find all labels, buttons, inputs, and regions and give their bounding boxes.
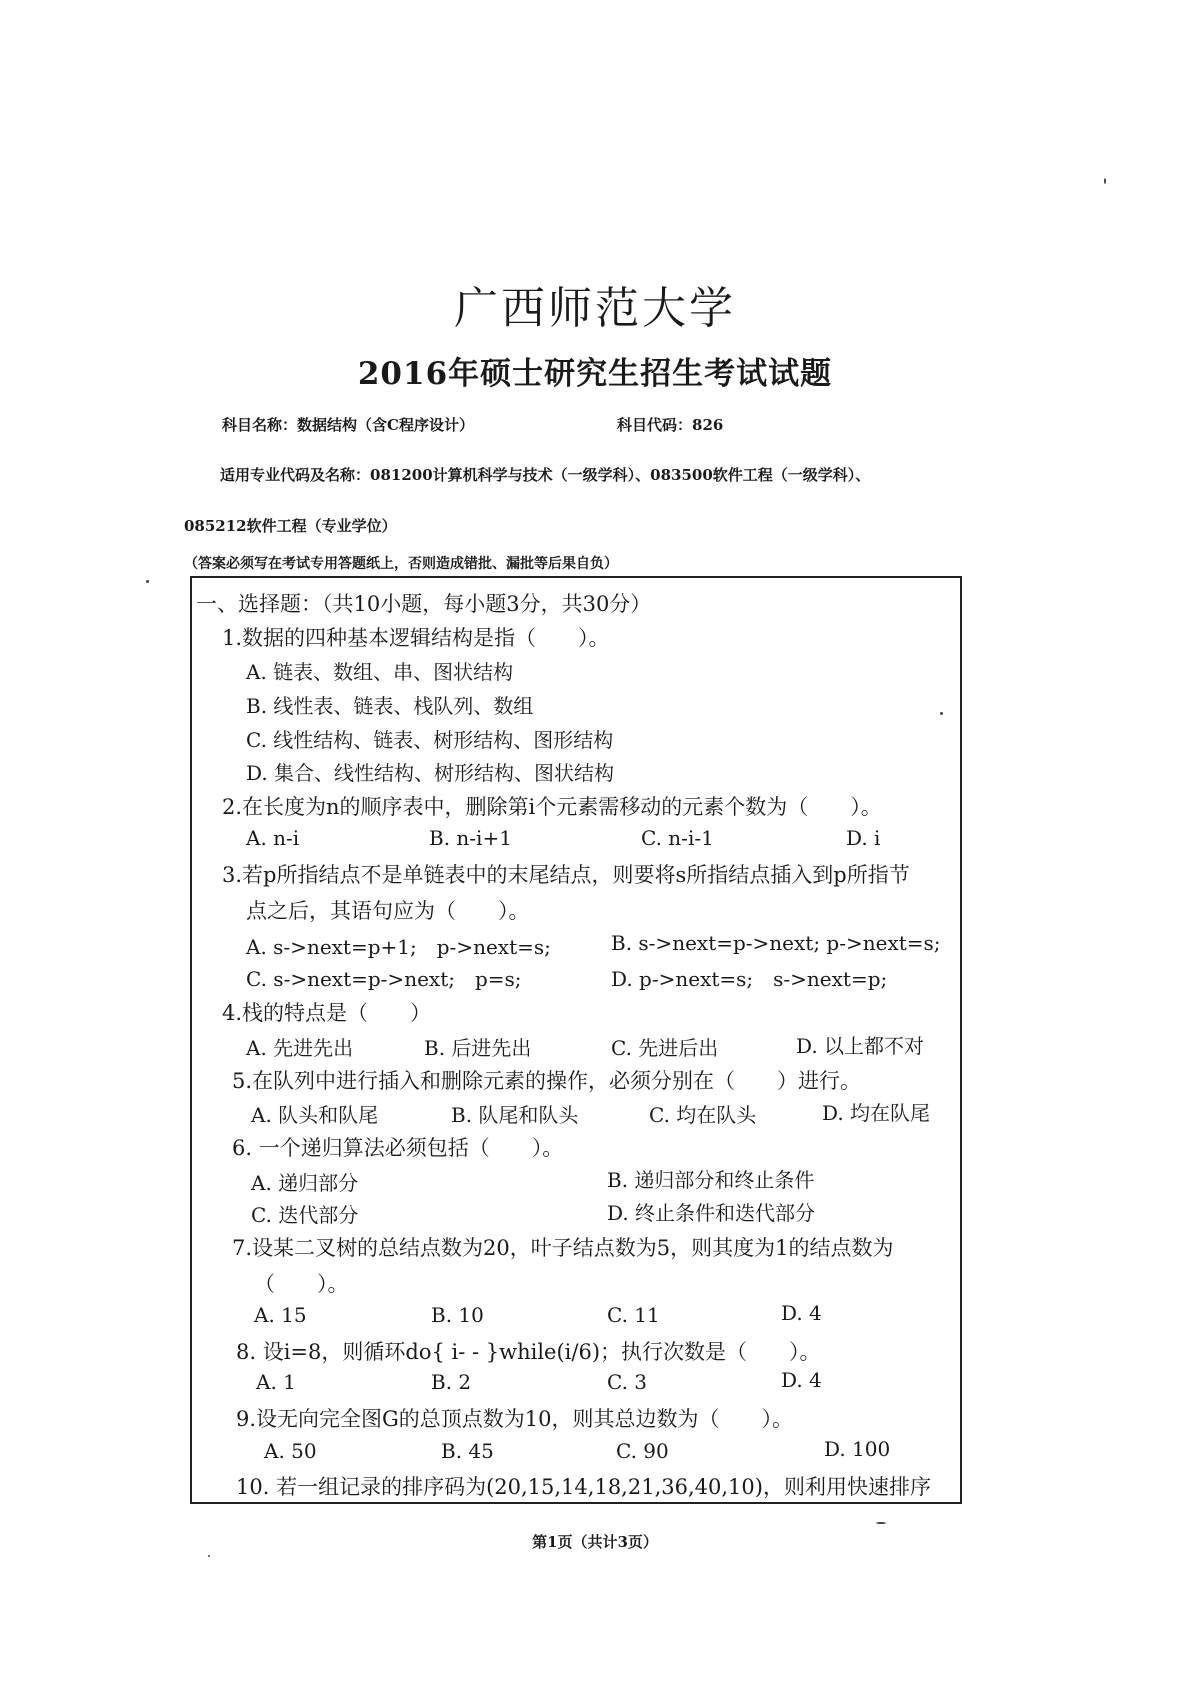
subject-name-line	[222, 414, 474, 435]
question-3-cont: 点之后，其语句应为（ ）。	[246, 899, 530, 923]
q2-option-b: B. n-i+1	[429, 826, 512, 850]
q6-option-c: C. 迭代部分	[251, 1203, 359, 1227]
q8-option-d: D. 4	[781, 1368, 822, 1392]
q5-option-c: C. 均在队头	[649, 1103, 757, 1127]
q3-option-a: A. s->next=p+1; p->next=s;	[246, 935, 551, 959]
q5-option-d: D. 均在队尾	[822, 1101, 931, 1125]
q6-option-d: D. 终止条件和迭代部分	[607, 1201, 816, 1225]
page-number: 第1页（共计3页）	[532, 1533, 658, 1551]
q7-option-c: C. 11	[607, 1303, 660, 1327]
question-10: 10. 若一组记录的排序码为(20,15,14,18,21,36,40,10)，则利用快速排序	[236, 1475, 931, 1499]
q1-option-b: B. 线性表、链表、栈队列、数组	[246, 694, 534, 718]
scan-speck	[146, 580, 149, 583]
q2-option-a: A. n-i	[246, 826, 300, 850]
majors-line-2: 085212软件工程（专业学位）	[184, 517, 397, 535]
subject-code-line	[617, 414, 723, 435]
q9-option-c: C. 90	[616, 1439, 669, 1463]
q1-option-a: A. 链表、数组、串、图状结构	[246, 660, 514, 684]
scan-speck	[940, 712, 943, 715]
q4-option-d: D. 以上都不对	[796, 1034, 925, 1058]
exam-title: 2016年硕士研究生招生考试试题	[357, 356, 833, 392]
scan-speck	[876, 1522, 886, 1524]
q7-option-d: D. 4	[781, 1301, 822, 1325]
q2-option-c: C. n-i-1	[641, 826, 714, 850]
question-9: 9.设无向完全图G的总顶点数为10，则其总边数为（ ）。	[236, 1407, 794, 1431]
q2-option-d: D. i	[846, 826, 881, 850]
scan-speck	[1104, 178, 1106, 184]
q5-option-a: A. 队头和队尾	[251, 1103, 379, 1127]
q4-option-a: A. 先进先出	[246, 1036, 354, 1060]
q5-option-b: B. 队尾和队头	[451, 1103, 579, 1127]
scan-speck	[208, 1555, 210, 1557]
question-2: 2.在长度为n的顺序表中，删除第i个元素需移动的元素个数为（ ）。	[222, 795, 882, 819]
majors-list-1: 081200计算机科学与技术（一级学科）、083500软件工程（一级学科）、	[370, 466, 871, 484]
q3-option-b: B. s->next=p->next; p->next=s;	[611, 931, 941, 955]
question-6: 6. 一个递归算法必须包括（ ）。	[232, 1136, 564, 1160]
question-7-cont: （ ）。	[254, 1272, 349, 1296]
q1-option-c: C. 线性结构、链表、树形结构、图形结构	[246, 728, 614, 752]
subject-name: 数据结构（含C程序设计）	[297, 416, 474, 434]
question-7: 7.设某二叉树的总结点数为20，叶子结点数为5，则其度为1的结点数为	[232, 1236, 894, 1260]
q8-option-c: C. 3	[607, 1370, 648, 1394]
question-5: 5.在队列中进行插入和删除元素的操作，必须分别在（ ）进行。	[232, 1069, 862, 1093]
question-8: 8. 设i=8，则循环do{ i- - }while(i/6)；执行次数是（ ）。	[236, 1340, 821, 1364]
q6-option-a: A. 递归部分	[251, 1171, 359, 1195]
q3-option-c: C. s->next=p->next; p=s;	[246, 967, 522, 991]
majors-line-1	[220, 464, 870, 485]
q9-option-a: A. 50	[264, 1439, 317, 1463]
section-title: 一、选择题：（共10小题，每小题3分，共30分）	[196, 592, 652, 616]
q8-option-a: A. 1	[256, 1370, 296, 1394]
q7-option-a: A. 15	[254, 1303, 307, 1327]
subject-code: 826	[692, 416, 724, 434]
q4-option-c: C. 先进后出	[611, 1036, 719, 1060]
q9-option-d: D. 100	[824, 1437, 891, 1461]
question-3: 3.若p所指结点不是单链表中的末尾结点，则要将s所指结点插入到p所指节	[222, 863, 910, 887]
majors-label: 适用专业代码及名称：	[220, 466, 371, 484]
q9-option-b: B. 45	[441, 1439, 494, 1463]
subject-code-label: 科目代码：	[617, 416, 693, 434]
subject-name-label: 科目名称：	[222, 416, 298, 434]
university-name: 广西师范大学	[454, 283, 736, 334]
q4-option-b: B. 后进先出	[424, 1036, 532, 1060]
q3-option-d: D. p->next=s; s->next=p;	[611, 967, 888, 991]
question-1: 1.数据的四种基本逻辑结构是指（ ）。	[222, 626, 610, 650]
q8-option-b: B. 2	[431, 1370, 472, 1394]
q6-option-b: B. 递归部分和终止条件	[607, 1168, 815, 1192]
q1-option-d: D. 集合、线性结构、树形结构、图状结构	[246, 761, 615, 785]
question-4: 4.栈的特点是（ ）	[222, 1001, 432, 1025]
answer-note: （答案必须写在考试专用答题纸上，否则造成错批、漏批等后果自负）	[184, 556, 618, 572]
q7-option-b: B. 10	[431, 1303, 484, 1327]
